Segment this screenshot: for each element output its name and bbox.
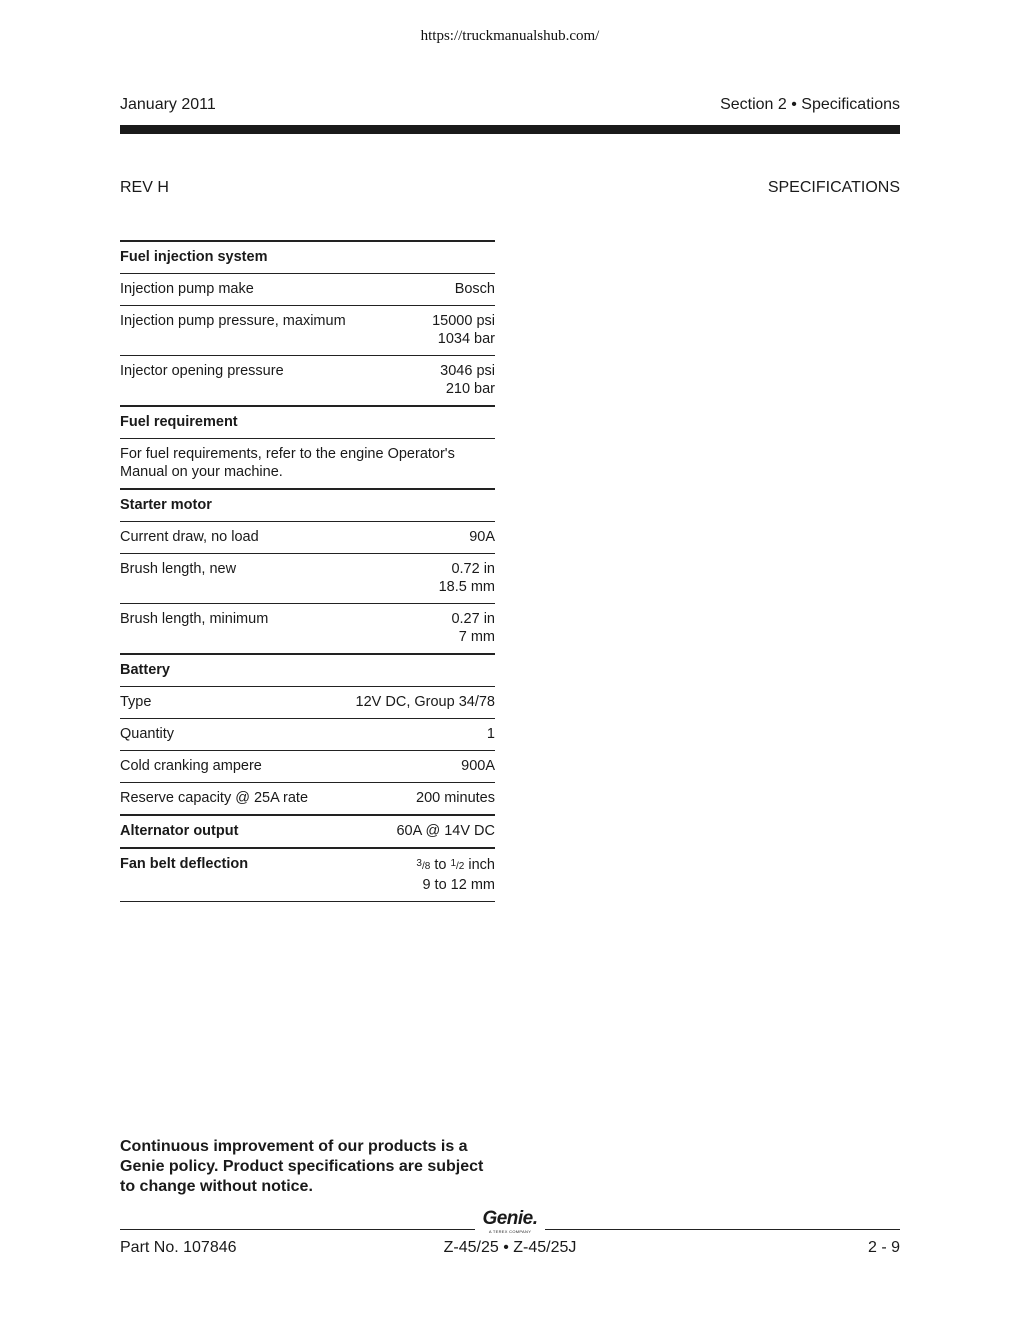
unit-label: inch [464, 857, 495, 873]
value-metric: 1034 bar [437, 331, 495, 347]
section-heading-label: Starter motor [120, 497, 212, 513]
table-row [120, 438, 495, 488]
row-label: Cold cranking ampere [120, 758, 262, 774]
row-value: Bosch [454, 281, 495, 297]
row-label: Brush length, minimum [120, 611, 269, 627]
row-value: 60A @ 14V DC [396, 823, 495, 839]
footer-page-number: 2 - 9 [867, 1239, 900, 1256]
row-value [451, 610, 495, 646]
logo-tagline: A TEREX COMPANY [488, 1229, 532, 1234]
fraction-denominator: /2 [456, 861, 465, 872]
section-heading-label: Battery [120, 662, 170, 678]
row-value [416, 855, 495, 894]
row-label: Injector opening pressure [120, 363, 284, 379]
header-rule [120, 125, 900, 134]
row-label: Brush length, new [120, 561, 237, 577]
value-metric: 210 bar [445, 381, 495, 397]
row-value [440, 362, 495, 398]
value-metric: 18.5 mm [438, 579, 495, 595]
footer-model: Z-45/25 • Z-45/25J [443, 1239, 577, 1256]
table-row [120, 553, 495, 603]
row-label: Injection pump make [120, 281, 254, 297]
table-row [120, 355, 495, 405]
row-value: 1 [486, 726, 495, 742]
footer-part-number: Part No. 107846 [120, 1239, 237, 1256]
value-imperial: 0.27 in [451, 611, 495, 627]
row-label: Current draw, no load [120, 529, 259, 545]
row-label: Injection pump pressure, maximum [120, 313, 346, 329]
table-row [120, 686, 495, 718]
fraction-numerator: 3 [416, 858, 422, 869]
section-heading-label: Fuel requirement [120, 414, 238, 430]
table-row [120, 603, 495, 653]
row-alternator-output [120, 814, 495, 847]
table-row [120, 273, 495, 305]
row-value [432, 312, 495, 348]
value-imperial: 0.72 in [451, 561, 495, 577]
fraction-numerator: 1 [450, 858, 457, 869]
row-label: Quantity [120, 726, 174, 742]
footer-rule-left [120, 1229, 475, 1230]
section-heading-fuel-injection [120, 240, 495, 273]
row-value: 900A [461, 758, 495, 774]
row-value [439, 560, 495, 596]
row-label: Alternator output [120, 823, 239, 839]
row-value: 90A [469, 529, 495, 545]
section-heading-battery [120, 653, 495, 686]
section-heading-starter-motor [120, 488, 495, 521]
row-note: For fuel requirements, refer to the engine Operator's Manual on your machine. [120, 446, 455, 480]
section-heading-label: Fuel injection system [120, 249, 268, 265]
improvement-notice: Continuous improvement of our products is a Genie policy. Product specifications are subject to change without notice. [120, 1138, 484, 1195]
row-value: 12V DC, Group 34/78 [355, 694, 495, 710]
value-imperial: 15000 psi [432, 313, 495, 329]
revision-label: REV H [120, 179, 169, 196]
table-row [120, 718, 495, 750]
table-row [120, 750, 495, 782]
table-row [120, 521, 495, 553]
row-value: 200 minutes [416, 790, 495, 806]
source-url[interactable]: https://truckmanualshub.com/ [420, 28, 600, 44]
value-imperial: 3046 psi [440, 363, 495, 379]
logo-wordmark: Genie. [482, 1208, 538, 1229]
header-date: January 2011 [120, 96, 216, 113]
row-label: Fan belt deflection [120, 856, 249, 872]
value-metric: 9 to 12 mm [422, 877, 495, 893]
range-separator: to [430, 857, 451, 873]
header-section: Section 2 • Specifications [720, 96, 900, 113]
fraction-denominator: /8 [421, 861, 431, 872]
genie-logo [479, 1209, 541, 1234]
row-fan-belt-deflection [120, 847, 495, 902]
page-title: SPECIFICATIONS [767, 179, 900, 196]
specifications-table [120, 240, 495, 902]
row-label: Reserve capacity @ 25A rate [120, 790, 309, 806]
value-imperial [416, 855, 495, 876]
footer-rule-right [545, 1229, 900, 1230]
table-row [120, 782, 495, 814]
value-metric: 7 mm [458, 629, 495, 645]
section-heading-fuel-requirement [120, 405, 495, 438]
table-row [120, 305, 495, 355]
row-label: Type [120, 694, 152, 710]
